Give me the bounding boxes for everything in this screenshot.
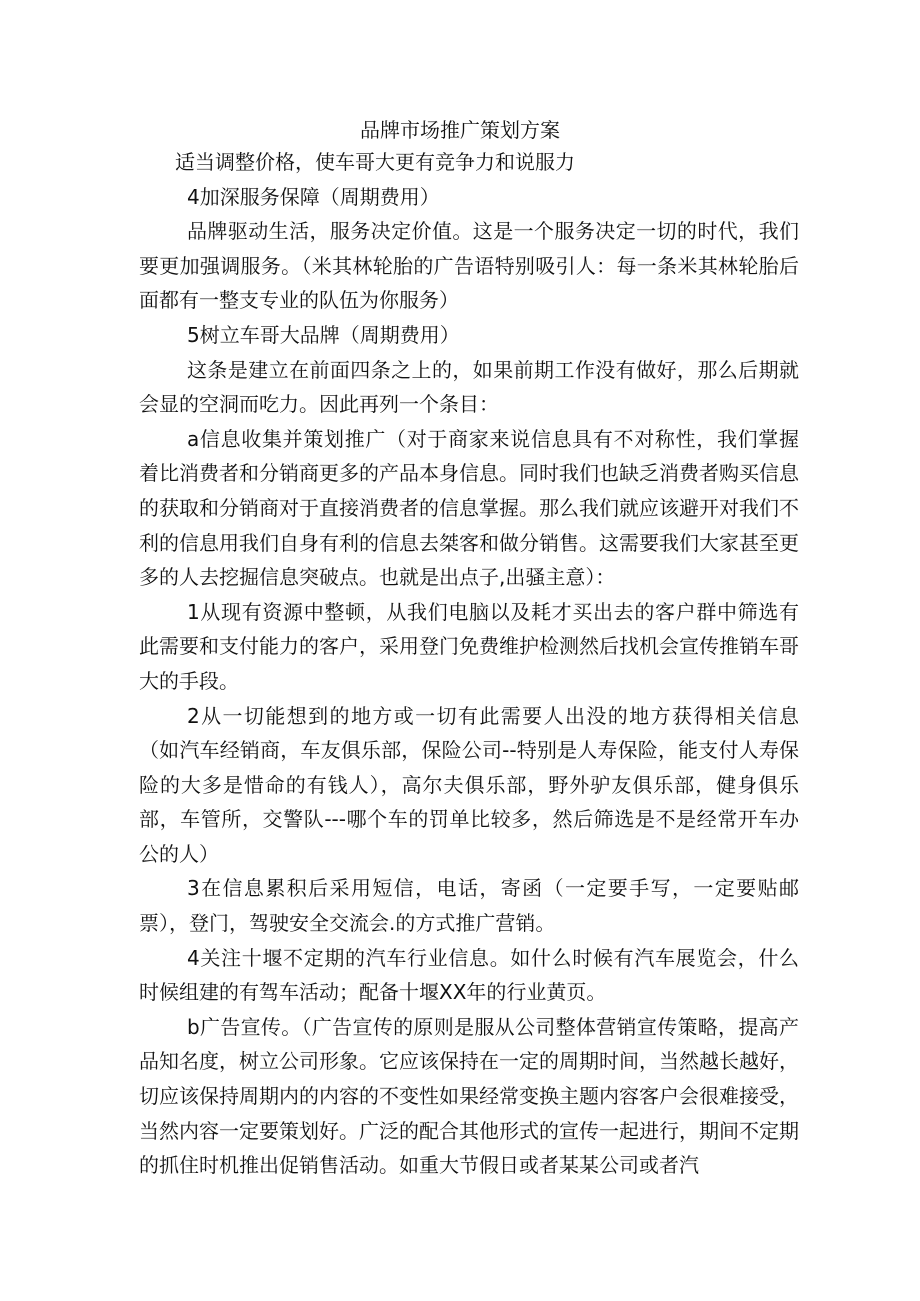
paragraph: 4加深服务保障（周期费用） [187, 184, 440, 209]
paragraph: b广告宣传。（广告宣传的原则是服从公司整体营销宣传策略，提高产品知名度，树立公司形象。它应该保持在一定的周期时间，当然越长越好，切应该保持周期内的内容的不变性如果经常变换主题内容客户会很难接受，当然内容一定要策划好。广泛的配合其他形式的宣传一起进行，期间不定期的抓住时机推出促销售活动。如重大节假日或者某某公司或者汽 [139, 1014, 799, 1178]
paragraph: 3在信息累积后采用短信，电话，寄函（一定要手写，一定要贴邮票），登门，驾驶安全交流会.的方式推广营销。 [139, 876, 799, 936]
paragraph: 2从一切能想到的地方或一切有此需要人出没的地方获得相关信息（如汽车经销商，车友俱乐部，保险公司--特别是人寿保险，能支付人寿保险的大多是惜命的有钱人），高尔夫俱乐部，野外驴友俱乐部，健身俱乐部，车管所，交警队---哪个车的罚单比较多，然后筛选是不是经常开车办公的人） [139, 703, 799, 866]
paragraph: a信息收集并策划推广（对于商家来说信息具有不对称性，我们掌握着比消费者和分销商更多的产品本身信息。同时我们也缺乏消费者购买信息的获取和分销商对于直接消费者的信息掌握。那么我们就应该避开对我们不利的信息用我们自身有利的信息去桀客和做分销售。这需要我们大家甚至更多的人去挖掘信息突破点。也就是出点子,出骚主意）： [139, 426, 799, 590]
paragraph: 5树立车哥大品牌（周期费用） [187, 322, 460, 347]
paragraph: 1从现有资源中整顿，从我们电脑以及耗才买出去的客户群中筛选有此需要和支付能力的客户，采用登门免费维护检测然后找机会宣传推销车哥大的手段。 [139, 599, 799, 693]
document-title: 品牌市场推广策划方案 [360, 118, 560, 142]
paragraph: 这条是建立在前面四条之上的，如果前期工作没有做好，那么后期就会显的空洞而吃力。因此再列一个条目： [139, 357, 799, 417]
paragraph: 4关注十堰不定期的汽车行业信息。如什么时候有汽车展览会，什么时候组建的有驾车活动；配备十堰XX年的行业黄页。 [139, 945, 799, 1005]
document-body [139, 145, 799, 1183]
paragraph: 品牌驱动生活，服务决定价值。这是一个服务决定一切的时代，我们要更加强调服务。（米其林轮胎的广告语特别吸引人：每一条米其林轮胎后面都有一整支专业的队伍为你服务） [139, 219, 799, 313]
paragraph: 适当调整价格，使车哥大更有竞争力和说服力 [175, 150, 575, 174]
